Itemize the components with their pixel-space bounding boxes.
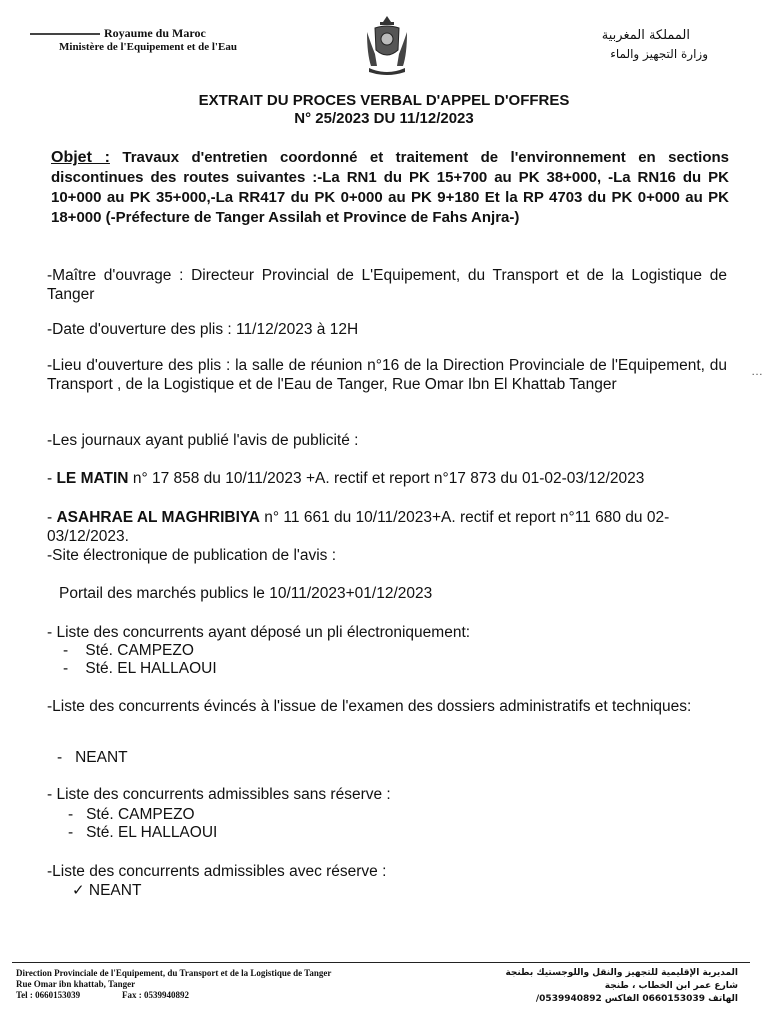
- document-title: EXTRAIT DU PROCES VERBAL D'APPEL D'OFFRES: [198, 92, 570, 109]
- objet-text: Travaux d'entretien coordonné et traitement de l'environnement en sections discontinues des routes suivantes :-La RN1 du PK 15+700 au PK 38+000, -La RN16 du PK 10+000 au PK 35+000,-La RR417 du PK 0+000 au PK 9+180 Et la RP 4703 du PK 0+000 au PK 18+000 (-Préfecture de Tanger Assilah et Province de Fahs Anjra-): [51, 149, 730, 226]
- footer-address-ar: المديرية الإقليمية للتجهيز والنقل واللوجستيك بطنجة: [505, 968, 738, 978]
- admis-sans-label: - Liste des concurrents admissibles sans réserve :: [47, 786, 391, 803]
- list-item: [72, 881, 141, 900]
- list-item: - Sté. EL HALLAOUI: [68, 824, 218, 841]
- journaux-label: -Les journaux ayant publié l'avis de publicité :: [47, 432, 359, 449]
- footer-street-fr: Rue Omar ibn khattab, Tanger: [16, 979, 136, 989]
- list-item-text: NEANT: [75, 749, 128, 766]
- journal-name: LE MATIN: [56, 470, 129, 487]
- header-ministry-fr: Ministère de l'Equipement et de l'Eau: [59, 41, 237, 53]
- journal-item: [47, 469, 657, 488]
- list-item-text: Sté. EL HALLAOUI: [86, 824, 218, 841]
- lieu-ouverture: -Lieu d'ouverture des plis : la salle de réunion n°16 de la Direction Provinciale de l'Equipement, du Transport , de la Logistique et de l'Eau de Tanger, Rue Omar Ibn El Khattab Tanger: [47, 357, 727, 393]
- header-kingdom-fr: Royaume du Maroc: [104, 26, 206, 40]
- journal-name: ASAHRAE AL MAGHRIBIYA: [56, 509, 260, 526]
- objet-label: Objet :: [51, 149, 110, 166]
- header-rule: [30, 33, 100, 35]
- list-item-text: Sté. CAMPEZO: [85, 642, 194, 659]
- footer-fax-fr: Fax : 0539940892: [122, 990, 189, 1000]
- footer-tel-fr: Tel : 0660153039: [16, 990, 81, 1000]
- portail-text: Portail des marchés publics le 10/11/2023+01/12/2023: [59, 585, 433, 602]
- list-item: - Sté. EL HALLAOUI: [63, 660, 217, 677]
- journal-details: n° 17 858 du 10/11/2023 +A. rectif et report n°17 873 du 01-02-03/12/2023: [128, 470, 645, 487]
- list-item: - NEANT: [57, 749, 128, 766]
- footer-street-ar: شارع عمر ابن الخطاب ، طنجة: [604, 981, 738, 991]
- list-item-text: Sté. CAMPEZO: [86, 806, 195, 823]
- list-item-text: Sté. EL HALLAOUI: [85, 660, 217, 677]
- footer-rule: [12, 962, 750, 963]
- site-label: -Site électronique de publication de l'avis :: [47, 547, 337, 564]
- document-number: N° 25/2023 DU 11/12/2023: [294, 110, 474, 127]
- checkmark-icon: ✓: [72, 882, 85, 899]
- evinces-label: -Liste des concurrents évincés à l'issue de l'examen des dossiers administratifs et techniques:: [47, 698, 692, 715]
- list-item: - Sté. CAMPEZO: [68, 806, 195, 823]
- footer-address-fr: Direction Provinciale de l'Equipement, du Transport et de la Logistique de Tanger: [16, 968, 332, 978]
- journal-prefix: -: [47, 470, 57, 487]
- date-ouverture: -Date d'ouverture des plis : 11/12/2023 à 12H: [47, 321, 359, 338]
- journal-item: [47, 508, 727, 546]
- objet-paragraph: [51, 148, 729, 228]
- journal-prefix: -: [47, 509, 57, 526]
- list-item: - Sté. CAMPEZO: [63, 642, 194, 659]
- header-kingdom-ar: المملكة المغربية: [601, 28, 690, 43]
- footer-contact-ar: الهاتف 0660153039 الفاكس 0539940892/: [535, 994, 738, 1004]
- maitre-ouvrage: -Maître d'ouvrage : Directeur Provincial de L'Equipement, du Transport et de la Logistique de Tanger: [47, 267, 727, 303]
- admis-avec-label: -Liste des concurrents admissibles avec réserve :: [47, 863, 387, 880]
- header-ministry-ar: وزارة التجهيز والماء: [610, 47, 708, 61]
- journal-details: n° 11 661 du 10/11/2023+A. rectif et report n°11 680 du 02-03/12/2023.: [47, 509, 670, 545]
- margin-mark: …: [751, 364, 763, 378]
- list-item-text: NEANT: [88, 882, 142, 899]
- coat-of-arms-emblem: [365, 14, 409, 78]
- liste-depot-label: - Liste des concurrents ayant déposé un pli électroniquement:: [47, 624, 471, 641]
